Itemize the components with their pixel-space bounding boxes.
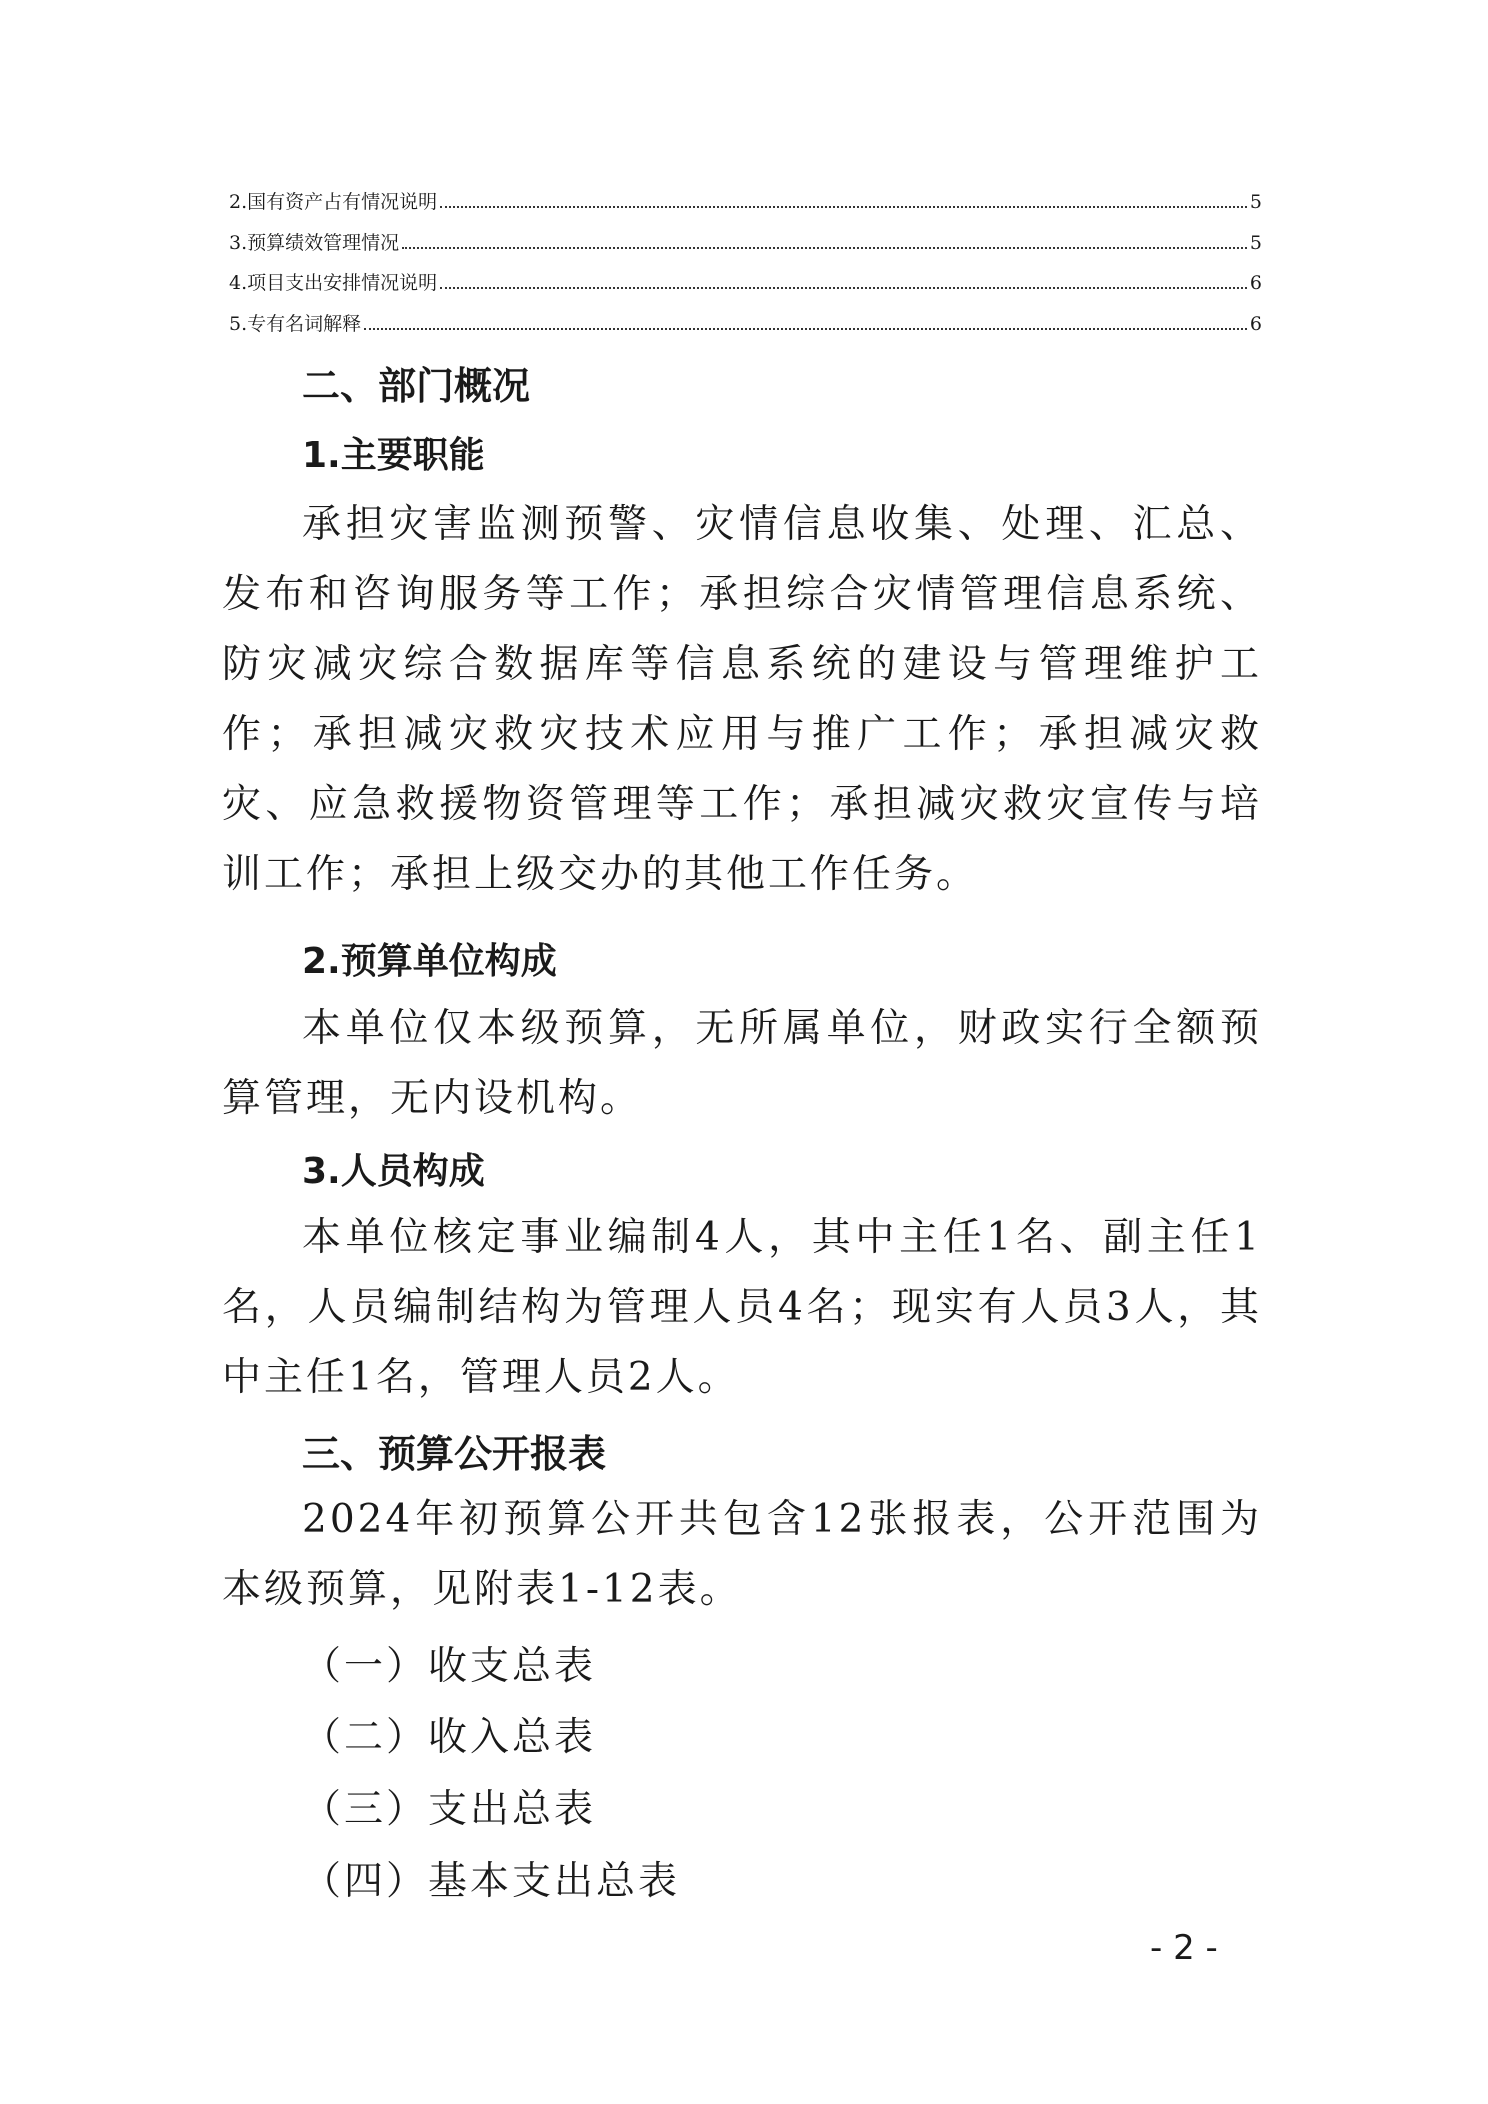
section-heading-reports: 三、预算公开报表 (302, 1432, 607, 1476)
toc-entry (229, 313, 1262, 335)
paragraph-functions: 承担灾害监测预警、灾情信息收集、处理、汇总、发布和咨询服务等工作；承担综合灾情管理信息系统、防灾减灾综合数据库等信息系统的建设与管理维护工作；承担减灾救灾技术应用与推广工作；承担减灾救灾、应急救援物资管理等工作；承担减灾救灾宣传与培训工作；承担上级交办的其他工作任务。 (222, 502, 1262, 897)
toc-entry-label: 5.专有名词解释 (229, 313, 362, 335)
toc-entry-label: 2.国有资产占有情况说明 (229, 191, 438, 213)
report-list-item: （四）基本支出总表 (302, 1859, 681, 1904)
section-heading-overview: 二、部门概况 (302, 364, 531, 408)
paragraph-staff: 本单位核定事业编制4人，其中主任1名、副主任1名，人员编制结构为管理人员4名；现实有人员3人，其中主任1名，管理人员2人。 (222, 1215, 1262, 1400)
toc-leader (402, 247, 1247, 249)
paragraph-units: 本单位仅本级预算，无所属单位，财政实行全额预算管理，无内设机构。 (222, 1006, 1262, 1121)
report-list-item: （一）收支总表 (302, 1644, 597, 1689)
toc-leader (440, 287, 1247, 289)
toc-entry-page: 5 (1249, 232, 1262, 254)
toc-leader (440, 206, 1247, 208)
toc-entry-label: 4.项目支出安排情况说明 (229, 272, 438, 294)
subsection-heading-staff: 3.人员构成 (302, 1151, 485, 1192)
report-list-item: （二）收入总表 (302, 1715, 597, 1760)
toc-entry (229, 232, 1262, 254)
toc-entry (229, 191, 1262, 213)
toc-entry (229, 272, 1262, 294)
toc-leader (364, 328, 1247, 330)
toc-entry-label: 3.预算绩效管理情况 (229, 232, 400, 254)
paragraph-reports: 2024年初预算公开共包含12张报表，公开范围为本级预算，见附表1-12表。 (222, 1497, 1262, 1612)
toc-entry-page: 6 (1249, 313, 1262, 335)
subsection-heading-units: 2.预算单位构成 (302, 941, 557, 982)
toc-entry-page: 5 (1249, 191, 1262, 213)
report-list-item: （三）支出总表 (302, 1787, 597, 1832)
page-number: - 2 - (1150, 1928, 1218, 1968)
subsection-heading-functions: 1.主要职能 (302, 435, 485, 476)
toc-entry-page: 6 (1249, 272, 1262, 294)
